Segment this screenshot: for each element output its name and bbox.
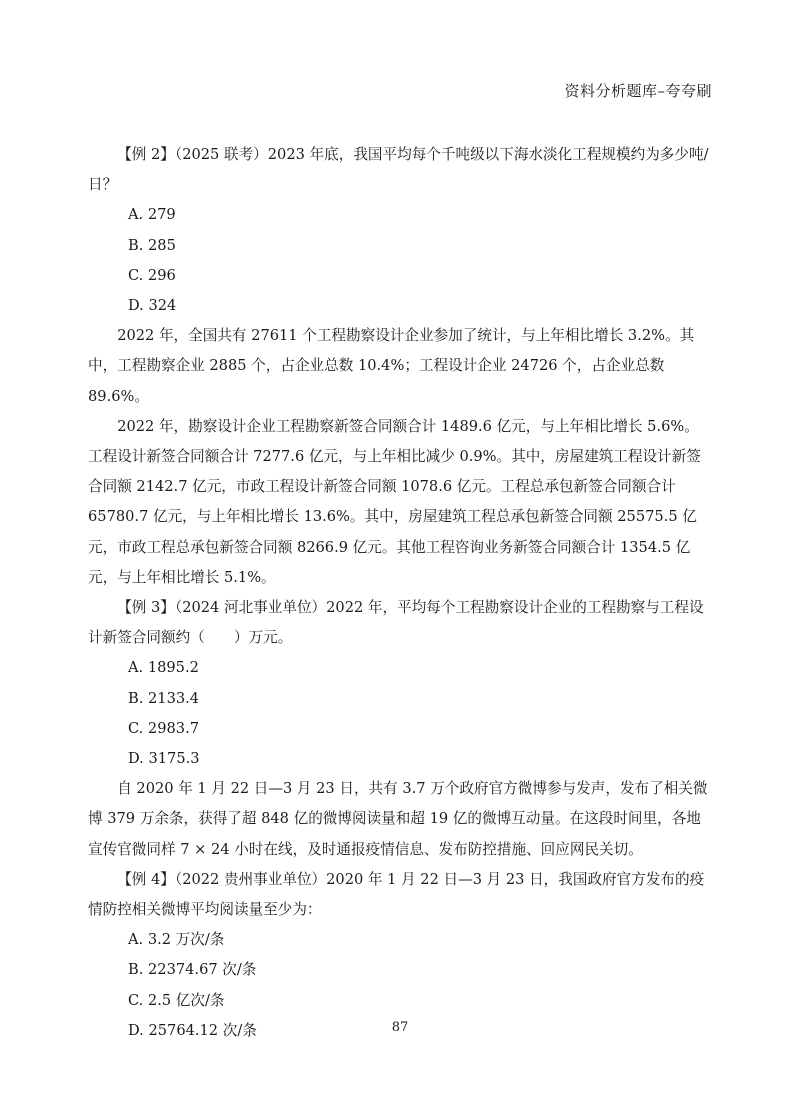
option-item: A. 1895.2: [128, 659, 199, 677]
option-item: D. 324: [128, 297, 177, 315]
option-item: B. 22374.67 次/条: [128, 961, 257, 979]
running-header: 资料分析题库–夸夸刷: [564, 82, 712, 100]
option-item: D. 3175.3: [128, 750, 200, 768]
question-source: （2025 联考）: [174, 146, 268, 163]
question-text: 2020 年 1 月 22 日—3 月 23 日，我国政府官方发布的疫情防控相关微博平均阅读量至少为：: [88, 870, 705, 919]
option-item: A. 3.2 万次/条: [128, 931, 225, 949]
option-item: C. 2.5 亿次/条: [128, 991, 225, 1009]
option-item: A. 279: [128, 206, 176, 224]
question-source: （2024 河北事业单位）: [174, 599, 327, 617]
question-tag: 【例 2】: [117, 146, 175, 163]
question-source: （2022 贵州事业单位）: [174, 870, 327, 888]
material-paragraph: 2022 年，全国共有 27611 个工程勘察设计企业参加了统计，与上年相比增长 3.2%。其中，工程勘察企业 2885 个，占企业总数 10.4%；工程设计企业 24726 个，占企业总数 89.6%。: [88, 327, 695, 405]
option-item: C. 296: [128, 266, 176, 284]
question-text: 2022 年，平均每个工程勘察设计企业的工程勘察与工程设计新签合同额约（ ）万元。: [88, 599, 704, 647]
question-4-stem: [88, 865, 712, 925]
option-item: C. 2983.7: [128, 719, 199, 737]
page-content: [88, 140, 712, 1046]
option-item: D. 25764.12 次/条: [128, 1021, 257, 1039]
material-paragraph: 自 2020 年 1 月 22 日—3 月 23 日，共有 3.7 万个政府官方微博参与发声，发布了相关微博 379 万余条，获得了超 848 亿的微博阅读量和超 19 亿的微博互动量。在这段时间里，各地宣传官微同样 7 × 24 小时在线，及时通报疫情信息、发布防控措施、回应网民关切。: [88, 780, 708, 858]
question-tag: 【例 4】: [117, 870, 175, 888]
question-text: 2023 年底，我国平均每个千吨级以下海水淡化工程规模约为多少吨/日？: [88, 146, 709, 194]
question-3-stem: [88, 593, 712, 653]
question-tag: 【例 3】: [117, 599, 175, 617]
question-2-stem: [88, 140, 712, 200]
page-number: 87: [391, 1020, 409, 1035]
material-paragraph: 2022 年，勘察设计企业工程勘察新签合同额合计 1489.6 亿元，与上年相比增长 5.6%。工程设计新签合同额合计 7277.6 亿元，与上年相比减少 0.9%。其中，房屋建筑工程设计新签合同额 2142.7 亿元，市政工程设计新签合同额 1078.6 亿元。工程总承包新签合同额合计 65780.7 亿元，与上年相比增长 13.6%。其中，房屋建筑工程总承包新签合同额 25575.5 亿元，市政工程总承包新签合同额 8266.9 亿元。其他工程咨询业务新签合同额合计 1354.5 亿元，与上年相比增长 5.1%。: [88, 417, 701, 586]
option-item: B. 285: [128, 236, 176, 254]
option-item: B. 2133.4: [128, 689, 200, 707]
